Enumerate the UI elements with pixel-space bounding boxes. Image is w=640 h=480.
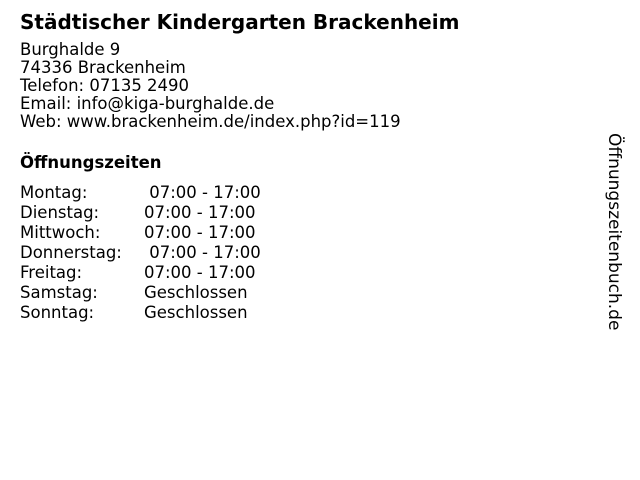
street-address: Burghalde 9 (20, 40, 121, 59)
day-hours: 07:00 - 17:00 (144, 263, 256, 282)
opening-hours-heading: Öffnungszeiten (20, 153, 162, 172)
business-card (20, 10, 600, 323)
contact-block (20, 41, 600, 131)
day-label: Donnerstag: (20, 243, 122, 262)
day-hours: Geschlossen (144, 283, 248, 302)
hours-row-wednesday (20, 223, 261, 243)
website-link[interactable]: Web: www.brackenheim.de/index.php?id=119 (20, 112, 401, 131)
hours-row-tuesday (20, 203, 261, 223)
day-hours: 07:00 - 17:00 (144, 183, 261, 202)
phone-number: Telefon: 07135 2490 (20, 76, 190, 95)
day-hours: 07:00 - 17:00 (144, 223, 256, 242)
opening-hours-table (20, 183, 261, 323)
hours-row-sunday (20, 303, 261, 323)
hours-row-saturday (20, 283, 261, 303)
site-watermark: Öffnungszeitenbuch.de (604, 133, 624, 331)
day-label: Mittwoch: (20, 223, 101, 242)
day-label: Sonntag: (20, 303, 95, 322)
day-hours: 07:00 - 17:00 (144, 203, 256, 222)
email-link[interactable]: Email: info@kiga-burghalde.de (20, 94, 275, 113)
hours-row-monday (20, 183, 261, 203)
hours-row-friday (20, 263, 261, 283)
hours-row-thursday (20, 243, 261, 263)
day-label: Freitag: (20, 263, 83, 282)
day-label: Dienstag: (20, 203, 100, 222)
email-address (20, 95, 600, 113)
postal-city: 74336 Brackenheim (20, 58, 186, 77)
day-label: Montag: (20, 183, 88, 202)
business-name: Städtischer Kindergarten Brackenheim (20, 10, 460, 34)
website (20, 113, 600, 131)
day-label: Samstag: (20, 283, 98, 302)
day-hours: Geschlossen (144, 303, 248, 322)
day-hours: 07:00 - 17:00 (144, 243, 261, 262)
